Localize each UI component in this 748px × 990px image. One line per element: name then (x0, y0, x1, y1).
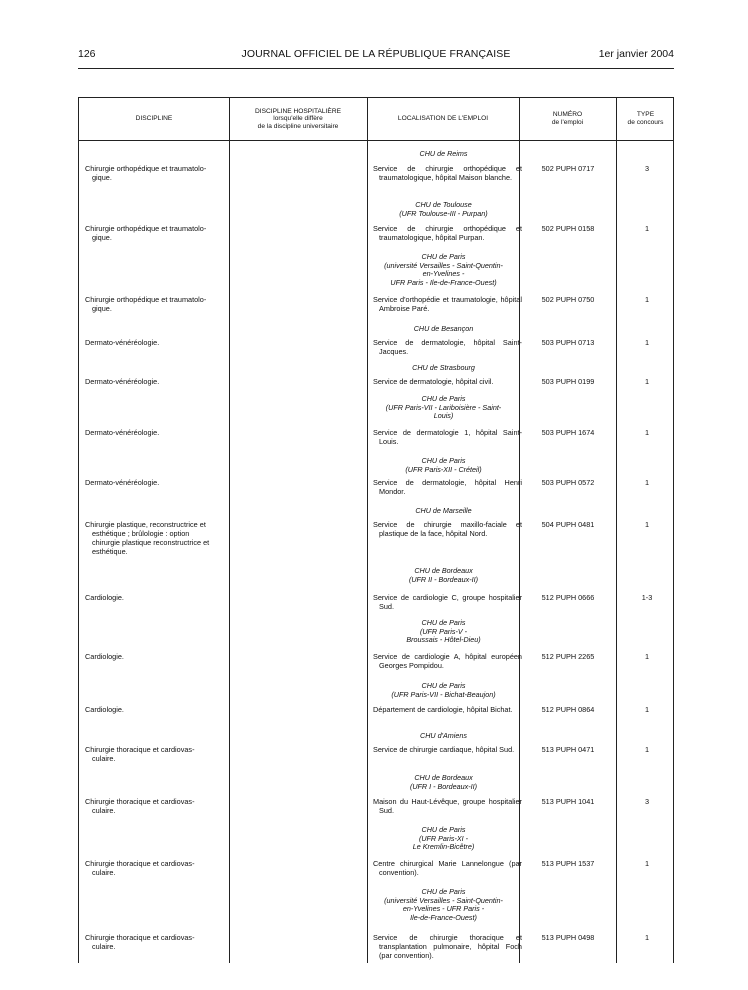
column-header-hospital-discipline: DISCIPLINE HOSPITALIÈRE lorsqu'elle diffère de la discipline universitaire (255, 107, 341, 130)
position-number: 503 PUPH 0572 (541, 478, 595, 487)
discipline-line: gique. (92, 232, 112, 242)
discipline-cell (85, 746, 229, 764)
establishment-heading-line: en-Yvelines - UFR Paris - (402, 904, 485, 914)
discipline-cell (85, 429, 229, 438)
discipline-line: Cardiologie. (85, 593, 124, 602)
establishment-heading (371, 364, 516, 373)
establishment-heading-line: CHU de Paris (421, 456, 466, 465)
service-cell: Service de dermatologie 1, hôpital Saint-Louis. (373, 428, 522, 446)
competition-type: 1 (644, 859, 650, 868)
discipline-line: culaire. (92, 753, 116, 763)
establishment-heading-line: CHU de Marseille (415, 506, 472, 515)
establishment-heading-line: en-Yvelines - (422, 269, 465, 279)
header-rule (78, 68, 674, 69)
discipline-cell (85, 860, 229, 878)
establishment-heading-line: (université Versailles - Saint-Quentin- (384, 260, 503, 270)
establishment-heading (371, 682, 516, 699)
establishment-heading-line: Le Kremlin-Bicêtre) (412, 842, 475, 852)
discipline-cell (85, 798, 229, 816)
establishment-heading-line: CHU de Paris (421, 681, 466, 690)
establishment-heading (371, 888, 516, 923)
establishment-heading-line: CHU de Paris (421, 825, 466, 834)
establishment-heading-line: (UFR Toulouse-III - Purpan) (399, 208, 488, 218)
issue-date: 1er janvier 2004 (598, 48, 674, 60)
position-number: 512 PUPH 2265 (541, 652, 595, 661)
establishment-heading-line: UFR Paris - Ile-de-France-Ouest) (390, 277, 497, 287)
discipline-line: esthétique. (92, 546, 128, 556)
service-cell: Département de cardiologie, hôpital Bichat. (373, 705, 513, 714)
establishment-heading-line: CHU de Paris (421, 252, 466, 261)
establishment-heading-line: CHU de Paris (421, 394, 466, 403)
competition-type: 1 (644, 478, 650, 487)
position-number: 503 PUPH 0199 (541, 377, 595, 386)
discipline-cell (85, 934, 229, 952)
establishment-heading-line: CHU de Bordeaux (414, 773, 473, 782)
discipline-line: Chirurgie orthopédique et traumatolo- (85, 295, 207, 304)
discipline-line: gique. (92, 172, 112, 182)
discipline-cell (85, 225, 229, 243)
establishment-heading (371, 567, 516, 584)
service-cell: Service de chirurgie thoracique et transplantation pulmonaire, hôpital Foch (par convention). (373, 933, 522, 960)
discipline-cell (85, 165, 229, 183)
discipline-line: esthétique ; brûlologie : option (92, 528, 190, 538)
discipline-line: Chirurgie orthopédique et traumatolo- (85, 224, 207, 233)
positions-table (78, 97, 674, 963)
discipline-cell (85, 378, 229, 387)
service-cell: Service de chirurgie orthopédique et traumatologique, hôpital Maison blanche. (373, 164, 522, 182)
discipline-line: Chirurgie thoracique et cardiovas- (85, 933, 195, 942)
establishment-heading-line: (UFR II - Bordeaux-II) (408, 574, 479, 584)
establishment-heading-line: (UFR Paris-XII - Créteil) (405, 464, 482, 474)
discipline-line: Cardiologie. (85, 705, 124, 714)
discipline-line: gique. (92, 303, 112, 313)
establishment-heading-line: CHU de Paris (421, 618, 466, 627)
establishment-heading (371, 325, 516, 334)
service-cell: Service de dermatologie, hôpital civil. (373, 377, 494, 386)
establishment-heading-line: CHU de Besançon (413, 324, 474, 333)
establishment-heading-line: CHU de Paris (421, 887, 466, 896)
establishment-heading (371, 457, 516, 474)
column-header-discipline: DISCIPLINE (135, 115, 173, 123)
establishment-heading-line: Louis) (433, 411, 454, 421)
discipline-line: Cardiologie. (85, 652, 124, 661)
service-cell: Centre chirurgical Marie Lannelongue (par convention). (373, 859, 522, 877)
discipline-line: culaire. (92, 805, 116, 815)
competition-type: 3 (644, 797, 650, 806)
position-number: 513 PUPH 0471 (541, 745, 595, 754)
discipline-line: Chirurgie thoracique et cardiovas- (85, 797, 195, 806)
competition-type: 1 (644, 295, 650, 304)
page-number: 126 (78, 48, 96, 60)
discipline-line: culaire. (92, 941, 116, 951)
discipline-cell (85, 339, 229, 348)
establishment-heading-line: Broussais - Hôtel-Dieu) (406, 635, 481, 645)
position-number: 502 PUPH 0717 (541, 164, 595, 173)
establishment-heading-line: CHU d'Amiens (420, 731, 467, 740)
discipline-cell (85, 296, 229, 314)
position-number: 513 PUPH 1041 (541, 797, 595, 806)
discipline-line: Chirurgie thoracique et cardiovas- (85, 859, 195, 868)
position-number: 502 PUPH 0750 (541, 295, 595, 304)
establishment-heading (371, 150, 516, 159)
service-cell: Service de chirurgie maxillo-faciale et plastique de la face, hôpital Nord. (373, 520, 522, 538)
discipline-cell (85, 706, 229, 715)
establishment-heading-line: (UFR Paris-VII - Lariboisière - Saint- (385, 402, 502, 412)
establishment-heading (371, 774, 516, 791)
discipline-line: Dermato-vénéréologie. (85, 338, 160, 347)
establishment-heading-line: CHU de Reims (419, 149, 468, 158)
establishment-heading-line: (UFR Paris-V - (419, 626, 468, 636)
discipline-line: chirurgie plastique reconstructrice et (92, 537, 210, 547)
establishment-heading (371, 732, 516, 741)
discipline-line: Chirurgie thoracique et cardiovas- (85, 745, 195, 754)
competition-type: 1 (644, 224, 650, 233)
discipline-cell (85, 653, 229, 662)
table-header (79, 98, 673, 141)
column-divider (367, 98, 368, 963)
column-divider (229, 98, 230, 963)
position-number: 512 PUPH 0666 (541, 593, 595, 602)
competition-type: 1 (644, 745, 650, 754)
position-number: 513 PUPH 0498 (541, 933, 595, 942)
service-cell: Service de chirurgie orthopédique et traumatologique, hôpital Purpan. (373, 224, 522, 242)
position-number: 503 PUPH 0713 (541, 338, 595, 347)
position-number: 513 PUPH 1537 (541, 859, 595, 868)
discipline-cell (85, 479, 229, 488)
discipline-line: culaire. (92, 867, 116, 877)
discipline-line: Dermato-vénéréologie. (85, 377, 160, 386)
discipline-cell (85, 594, 229, 603)
establishment-heading (371, 201, 516, 218)
service-cell: Service d'orthopédie et traumatologie, hôpital Ambroise Paré. (373, 295, 522, 313)
establishment-heading-line: (UFR Paris-VII - Bichat-Beaujon) (391, 689, 496, 699)
establishment-heading (371, 619, 516, 645)
establishment-heading (371, 395, 516, 421)
competition-type: 3 (644, 164, 650, 173)
discipline-line: Chirurgie plastique, reconstructrice et (85, 520, 206, 529)
journal-title: JOURNAL OFFICIEL DE LA RÉPUBLIQUE FRANÇAISE (241, 48, 511, 60)
position-number: 502 PUPH 0158 (541, 224, 595, 233)
column-header-type: TYPE de concours (627, 111, 664, 126)
service-cell: Maison du Haut-Lévêque, groupe hospitalier Sud. (373, 797, 522, 815)
service-cell: Service de chirurgie cardiaque, hôpital Sud. (373, 745, 515, 754)
competition-type: 1 (644, 377, 650, 386)
competition-type: 1 (644, 933, 650, 942)
competition-type: 1 (644, 338, 650, 347)
position-number: 503 PUPH 1674 (541, 428, 595, 437)
column-divider (616, 98, 617, 963)
service-cell: Service de cardiologie C, groupe hospitalier Sud. (373, 593, 522, 611)
establishment-heading (371, 507, 516, 516)
service-cell: Service de dermatologie, hôpital Henri Mondor. (373, 478, 522, 496)
establishment-heading (371, 826, 516, 852)
position-number: 504 PUPH 0481 (541, 520, 595, 529)
establishment-heading-line: (UFR I - Bordeaux-II) (409, 781, 478, 791)
establishment-heading-line: (UFR Paris-XI - (418, 833, 469, 843)
column-header-number: NUMÉRO de l'emploi (551, 111, 584, 126)
establishment-heading-line: CHU de Toulouse (415, 200, 472, 209)
competition-type: 1-3 (641, 593, 653, 602)
page-header (78, 48, 674, 66)
establishment-heading (371, 253, 516, 288)
competition-type: 1 (644, 520, 650, 529)
discipline-cell (85, 521, 229, 557)
establishment-heading-line: (université Versailles - Saint-Quentin- (384, 895, 503, 905)
competition-type: 1 (644, 428, 650, 437)
establishment-heading-line: CHU de Bordeaux (414, 566, 473, 575)
discipline-line: Dermato-vénéréologie. (85, 428, 160, 437)
establishment-heading-line: Ile-de-France-Ouest) (410, 912, 477, 922)
discipline-line: Chirurgie orthopédique et traumatolo- (85, 164, 207, 173)
establishment-heading-line: CHU de Strasbourg (412, 363, 475, 372)
service-cell: Service de dermatologie, hôpital Saint-Jacques. (373, 338, 522, 356)
position-number: 512 PUPH 0864 (541, 705, 595, 714)
service-cell: Service de cardiologie A, hôpital européen Georges Pompidou. (373, 652, 522, 670)
discipline-line: Dermato-vénéréologie. (85, 478, 160, 487)
competition-type: 1 (644, 705, 650, 714)
competition-type: 1 (644, 652, 650, 661)
column-header-localisation: LOCALISATION DE L'EMPLOI (397, 115, 489, 123)
